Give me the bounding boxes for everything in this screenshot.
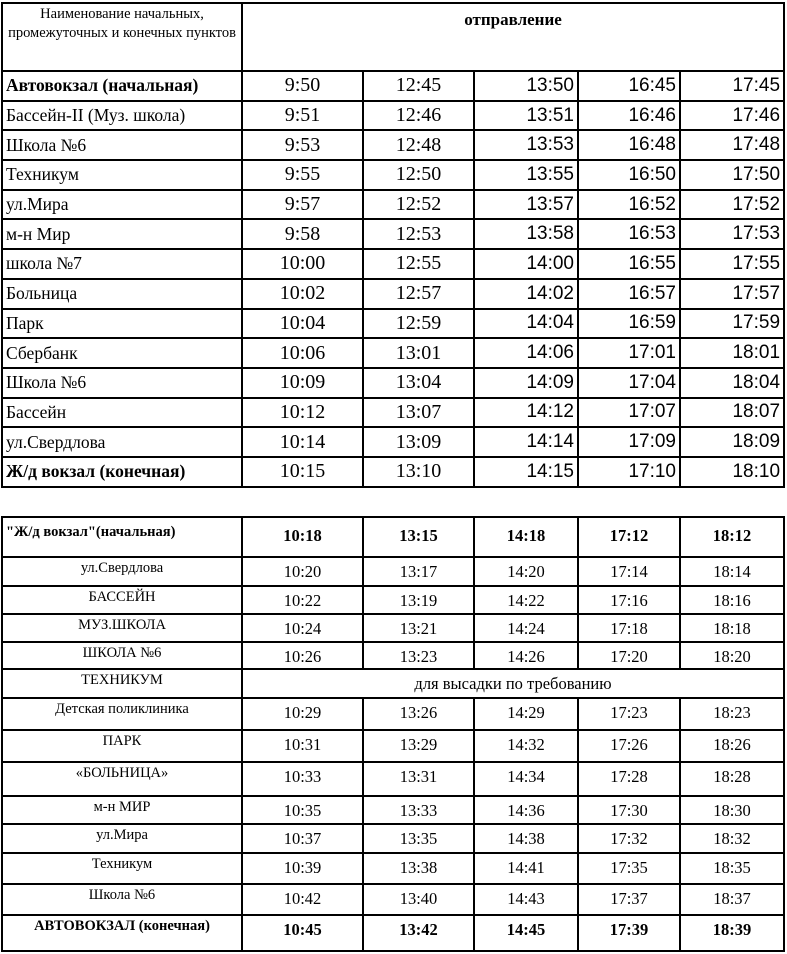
departure-time: 17:04 [578, 368, 680, 398]
departure-time: 13:33 [363, 796, 474, 824]
table-row [2, 586, 784, 614]
stop-name: ул.Мира [2, 824, 242, 853]
departure-time: 17:28 [578, 762, 680, 796]
stop-name: "Ж/д вокзал"(начальная) [2, 517, 242, 557]
departure-time: 14:12 [474, 398, 578, 428]
departure-time: 17:14 [578, 557, 680, 586]
departure-time: 14:26 [474, 642, 578, 669]
table-row [2, 130, 784, 160]
table-row [2, 517, 784, 557]
departure-time: 18:16 [680, 586, 784, 614]
departure-time: 17:55 [680, 249, 784, 279]
on-demand-note: для высадки по требованию [242, 669, 784, 698]
return-schedule-table [1, 516, 785, 952]
departure-time: 17:32 [578, 824, 680, 853]
table-row [2, 698, 784, 730]
departure-time: 14:02 [474, 279, 578, 309]
departure-time: 14:36 [474, 796, 578, 824]
departure-time: 10:02 [242, 279, 363, 309]
departure-time: 13:01 [363, 338, 474, 368]
departure-time: 18:10 [680, 457, 784, 487]
departure-time: 17:57 [680, 279, 784, 309]
departure-time: 10:31 [242, 730, 363, 762]
departure-time: 18:26 [680, 730, 784, 762]
departure-time: 10:20 [242, 557, 363, 586]
departure-time: 10:26 [242, 642, 363, 669]
stop-name: м-н МИР [2, 796, 242, 824]
departure-time: 13:15 [363, 517, 474, 557]
table-row [2, 249, 784, 279]
departure-time: 10:33 [242, 762, 363, 796]
stop-name: Детская поликлиника [2, 698, 242, 730]
stop-name: школа №7 [2, 249, 242, 279]
departure-time: 13:38 [363, 853, 474, 884]
departure-time: 18:37 [680, 884, 784, 915]
departure-time: 17:59 [680, 309, 784, 339]
departure-time: 14:38 [474, 824, 578, 853]
departure-time: 18:09 [680, 427, 784, 457]
departure-time: 12:48 [363, 130, 474, 160]
table-row [2, 101, 784, 131]
departure-time: 14:00 [474, 249, 578, 279]
departure-time: 14:29 [474, 698, 578, 730]
departure-time: 10:00 [242, 249, 363, 279]
departure-time: 16:59 [578, 309, 680, 339]
departure-time: 13:07 [363, 398, 474, 428]
departure-time: 10:06 [242, 338, 363, 368]
departure-time: 13:55 [474, 160, 578, 190]
departure-time: 17:30 [578, 796, 680, 824]
departure-time: 10:14 [242, 427, 363, 457]
departure-header: отправление [242, 3, 784, 71]
table-row [2, 884, 784, 915]
stop-name: Школа №6 [2, 130, 242, 160]
departure-time: 18:32 [680, 824, 784, 853]
table-row [2, 915, 784, 951]
departure-time: 17:26 [578, 730, 680, 762]
table-row [2, 642, 784, 669]
departure-time: 13:10 [363, 457, 474, 487]
departure-time: 13:23 [363, 642, 474, 669]
departure-time: 18:20 [680, 642, 784, 669]
departure-time: 17:48 [680, 130, 784, 160]
departure-time: 16:46 [578, 101, 680, 131]
departure-time: 9:58 [242, 219, 363, 249]
departure-time: 18:12 [680, 517, 784, 557]
departure-time: 12:55 [363, 249, 474, 279]
stop-name: Школа №6 [2, 368, 242, 398]
stop-name: Больница [2, 279, 242, 309]
departure-time: 17:52 [680, 190, 784, 220]
departure-time: 14:09 [474, 368, 578, 398]
departure-time: 13:17 [363, 557, 474, 586]
stop-name: Техникум [2, 160, 242, 190]
departure-time: 10:18 [242, 517, 363, 557]
departure-time: 18:35 [680, 853, 784, 884]
departure-time: 13:50 [474, 71, 578, 101]
departure-time: 17:07 [578, 398, 680, 428]
stop-name: Техникум [2, 853, 242, 884]
departure-time: 18:18 [680, 614, 784, 642]
departure-time: 17:39 [578, 915, 680, 951]
departure-time: 16:53 [578, 219, 680, 249]
stop-name: ШКОЛА №6 [2, 642, 242, 669]
departure-time: 12:53 [363, 219, 474, 249]
table-row [2, 71, 784, 101]
departure-time: 14:04 [474, 309, 578, 339]
departure-time: 9:57 [242, 190, 363, 220]
departure-time: 9:53 [242, 130, 363, 160]
stop-name: ул.Мира [2, 190, 242, 220]
outbound-schedule-table [1, 2, 785, 488]
departure-time: 18:23 [680, 698, 784, 730]
stop-name: ПАРК [2, 730, 242, 762]
departure-time: 13:26 [363, 698, 474, 730]
departure-time: 17:16 [578, 586, 680, 614]
departure-time: 18:07 [680, 398, 784, 428]
departure-time: 12:45 [363, 71, 474, 101]
table-row [2, 190, 784, 220]
departure-time: 14:15 [474, 457, 578, 487]
table-row [2, 160, 784, 190]
stop-name: ул.Свердлова [2, 557, 242, 586]
departure-time: 13:21 [363, 614, 474, 642]
table-row [2, 796, 784, 824]
stop-name: БАССЕЙН [2, 586, 242, 614]
departure-time: 17:10 [578, 457, 680, 487]
table-row [2, 398, 784, 428]
departure-time: 17:46 [680, 101, 784, 131]
stop-name: ТЕХНИКУМ [2, 669, 242, 698]
stop-name: Бассейн-II (Муз. школа) [2, 101, 242, 131]
departure-time: 17:35 [578, 853, 680, 884]
stop-name: Парк [2, 309, 242, 339]
departure-time: 10:39 [242, 853, 363, 884]
departure-time: 18:14 [680, 557, 784, 586]
departure-time: 13:42 [363, 915, 474, 951]
departure-time: 14:22 [474, 586, 578, 614]
table-row [2, 368, 784, 398]
table-row [2, 824, 784, 853]
departure-time: 13:04 [363, 368, 474, 398]
stop-name: м-н Мир [2, 219, 242, 249]
departure-time: 13:29 [363, 730, 474, 762]
departure-time: 12:57 [363, 279, 474, 309]
departure-time: 14:32 [474, 730, 578, 762]
departure-time: 10:42 [242, 884, 363, 915]
departure-time: 10:24 [242, 614, 363, 642]
departure-time: 14:45 [474, 915, 578, 951]
departure-time: 12:50 [363, 160, 474, 190]
departure-time: 17:01 [578, 338, 680, 368]
table-row [2, 614, 784, 642]
departure-time: 18:01 [680, 338, 784, 368]
departure-time: 17:45 [680, 71, 784, 101]
table-row [2, 457, 784, 487]
departure-time: 14:24 [474, 614, 578, 642]
departure-time: 14:43 [474, 884, 578, 915]
departure-time: 14:06 [474, 338, 578, 368]
departure-time: 14:41 [474, 853, 578, 884]
departure-time: 9:55 [242, 160, 363, 190]
departure-time: 17:50 [680, 160, 784, 190]
table-row [2, 338, 784, 368]
departure-time: 16:48 [578, 130, 680, 160]
departure-time: 10:09 [242, 368, 363, 398]
departure-time: 14:18 [474, 517, 578, 557]
departure-time: 16:45 [578, 71, 680, 101]
departure-time: 18:39 [680, 915, 784, 951]
stop-name: АВТОВОКЗАЛ (конечная) [2, 915, 242, 951]
table-row [2, 853, 784, 884]
departure-time: 10:22 [242, 586, 363, 614]
departure-time: 17:37 [578, 884, 680, 915]
departure-time: 16:55 [578, 249, 680, 279]
departure-time: 16:52 [578, 190, 680, 220]
table-row [2, 730, 784, 762]
departure-time: 10:12 [242, 398, 363, 428]
departure-time: 9:51 [242, 101, 363, 131]
departure-time: 10:35 [242, 796, 363, 824]
departure-time: 13:51 [474, 101, 578, 131]
stop-name: Автовокзал (начальная) [2, 71, 242, 101]
table-row [2, 309, 784, 339]
stop-name: Ж/д вокзал (конечная) [2, 457, 242, 487]
table-row [2, 427, 784, 457]
stop-name: «БОЛЬНИЦА» [2, 762, 242, 796]
departure-time: 12:52 [363, 190, 474, 220]
departure-time: 10:45 [242, 915, 363, 951]
departure-time: 18:28 [680, 762, 784, 796]
table-row [2, 669, 784, 698]
table-row [2, 219, 784, 249]
departure-time: 14:20 [474, 557, 578, 586]
stop-name: Сбербанк [2, 338, 242, 368]
departure-time: 16:50 [578, 160, 680, 190]
departure-time: 16:57 [578, 279, 680, 309]
departure-time: 10:15 [242, 457, 363, 487]
departure-time: 13:19 [363, 586, 474, 614]
table-row [2, 279, 784, 309]
departure-time: 18:30 [680, 796, 784, 824]
table-row [2, 557, 784, 586]
departure-time: 10:37 [242, 824, 363, 853]
departure-time: 13:35 [363, 824, 474, 853]
departure-time: 17:18 [578, 614, 680, 642]
departure-time: 9:50 [242, 71, 363, 101]
departure-time: 14:14 [474, 427, 578, 457]
departure-time: 10:04 [242, 309, 363, 339]
departure-time: 17:23 [578, 698, 680, 730]
departure-time: 13:40 [363, 884, 474, 915]
departure-time: 18:04 [680, 368, 784, 398]
stop-name: Бассейн [2, 398, 242, 428]
departure-time: 14:34 [474, 762, 578, 796]
stop-name: МУЗ.ШКОЛА [2, 614, 242, 642]
departure-time: 13:53 [474, 130, 578, 160]
table-header-row [2, 3, 784, 71]
stop-name: ул.Свердлова [2, 427, 242, 457]
departure-time: 17:09 [578, 427, 680, 457]
table-row [2, 762, 784, 796]
departure-time: 13:58 [474, 219, 578, 249]
departure-time: 10:29 [242, 698, 363, 730]
departure-time: 13:57 [474, 190, 578, 220]
departure-time: 13:09 [363, 427, 474, 457]
departure-time: 17:53 [680, 219, 784, 249]
departure-time: 13:31 [363, 762, 474, 796]
stop-name: Школа №6 [2, 884, 242, 915]
departure-time: 12:46 [363, 101, 474, 131]
departure-time: 17:12 [578, 517, 680, 557]
departure-time: 17:20 [578, 642, 680, 669]
departure-time: 12:59 [363, 309, 474, 339]
stop-name-header: Наименование начальных, промежуточных и конечных пунктов [2, 3, 242, 71]
